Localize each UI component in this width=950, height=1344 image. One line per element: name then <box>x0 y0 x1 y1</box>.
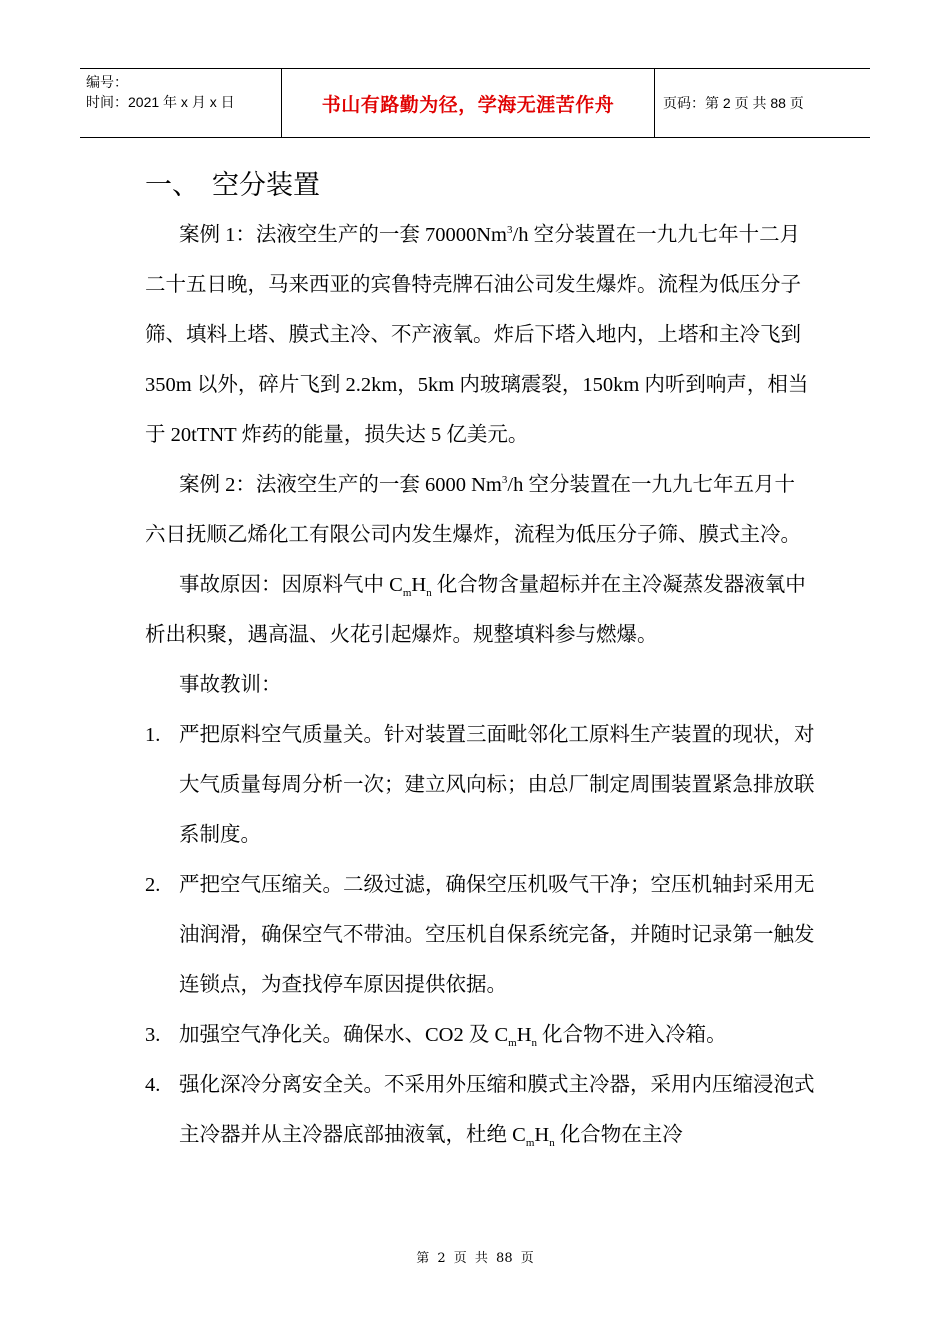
cause-sub-n: n <box>426 587 432 600</box>
item4-text-b: 化合物在主冷 <box>554 1124 683 1146</box>
case1-paragraph <box>145 210 815 460</box>
item4-sub-m: m <box>525 1137 535 1150</box>
page-footer: 第 2 页 共 88 页 <box>416 1251 534 1266</box>
list-item <box>145 860 815 1010</box>
item3-text-b: 化合物不进入冷箱。 <box>537 1024 727 1046</box>
item4-text-a: 强化深冷分离安全关。不采用外压缩和膜式主冷器，采用内压缩浸泡式主冷器并从主冷器底部抽液氧，杜绝 C <box>179 1074 815 1146</box>
document-body <box>145 160 815 1160</box>
lessons-title: 事故教训： <box>179 674 282 696</box>
list-item <box>145 1010 815 1060</box>
item3-sub-n: n <box>531 1037 538 1050</box>
cause-h: H <box>411 574 427 596</box>
header-meta-cell <box>80 69 282 137</box>
document-header <box>80 68 870 138</box>
list-number: 4. <box>145 1074 161 1096</box>
cause-text-a: 事故原因：因原料气中 C <box>179 574 403 596</box>
time-label: 时间：2021 年 x 月 x 日 <box>86 94 235 110</box>
list-number: 2. <box>145 874 161 896</box>
section-heading <box>145 160 815 210</box>
case1-text-b: /h 空分装置在一九九七年十二月二十五日晚，马来西亚的宾鲁特壳牌石油公司发生爆炸。流程为低压分子筛、填料上塔、膜式主冷、不产液氧。炸后下塔入地内，上塔和主冷飞到 350m 以外，碎片飞到 2.2km，5km 内玻璃震裂，150km 内听到响声，相当于 20tTNT 炸药的能量，损失达 5 亿美元。 <box>145 224 809 446</box>
case2-text-a: 案例 2：法液空生产的一套 6000 Nm <box>179 474 502 496</box>
case2-paragraph <box>145 460 815 560</box>
list-text: 严把空气压缩关。二级过滤，确保空压机吸气干净；空压机轴封采用无油润滑，确保空气不带油。空压机自保系统完备，并随时记录第一触发连锁点，为查找停车原因提供依据。 <box>179 874 815 996</box>
section-title: 空分装置 <box>212 170 320 200</box>
item3-text-a: 加强空气净化关。确保水、CO2 及 C <box>179 1024 509 1046</box>
list-item <box>145 710 815 860</box>
cause-paragraph <box>145 560 815 660</box>
section-number: 一、 <box>145 170 199 200</box>
case1-sup: 3 <box>507 224 513 237</box>
list-text <box>179 1010 815 1060</box>
number-label: 编号： <box>86 74 128 90</box>
item3-sub-m: m <box>508 1037 517 1050</box>
cause-text-b: 化合物含量超标并在主冷凝蒸发器液氧中析出积聚，遇高温、火花引起爆炸。规整填料参与燃爆。 <box>145 574 806 646</box>
header-motto: 书山有路勤为径，学海无涯苦作舟 <box>282 69 655 137</box>
item3-h: H <box>516 1024 532 1046</box>
list-text: 严把原料空气质量关。针对装置三面毗邻化工原料生产装置的现状，对大气质量每周分析一次；建立风向标；由总厂制定周围装置紧急排放联系制度。 <box>179 724 815 846</box>
header-page-info: 页码：第 2 页 共 88 页 <box>663 95 804 111</box>
item4-sub-n: n <box>549 1137 555 1150</box>
case2-sup: 3 <box>501 474 508 487</box>
list-number: 1. <box>145 724 161 746</box>
cause-sub-m: m <box>402 587 412 600</box>
item4-h: H <box>534 1124 550 1146</box>
list-text <box>179 1060 815 1160</box>
case2-text-b: /h 空分装置在一九九七年五月十六日抚顺乙烯化工有限公司内发生爆炸，流程为低压分子筛、膜式主冷。 <box>145 474 801 546</box>
case1-text-a: 案例 1：法液空生产的一套 70000Nm <box>179 224 507 246</box>
list-item <box>145 1060 815 1160</box>
list-number: 3. <box>145 1024 161 1046</box>
